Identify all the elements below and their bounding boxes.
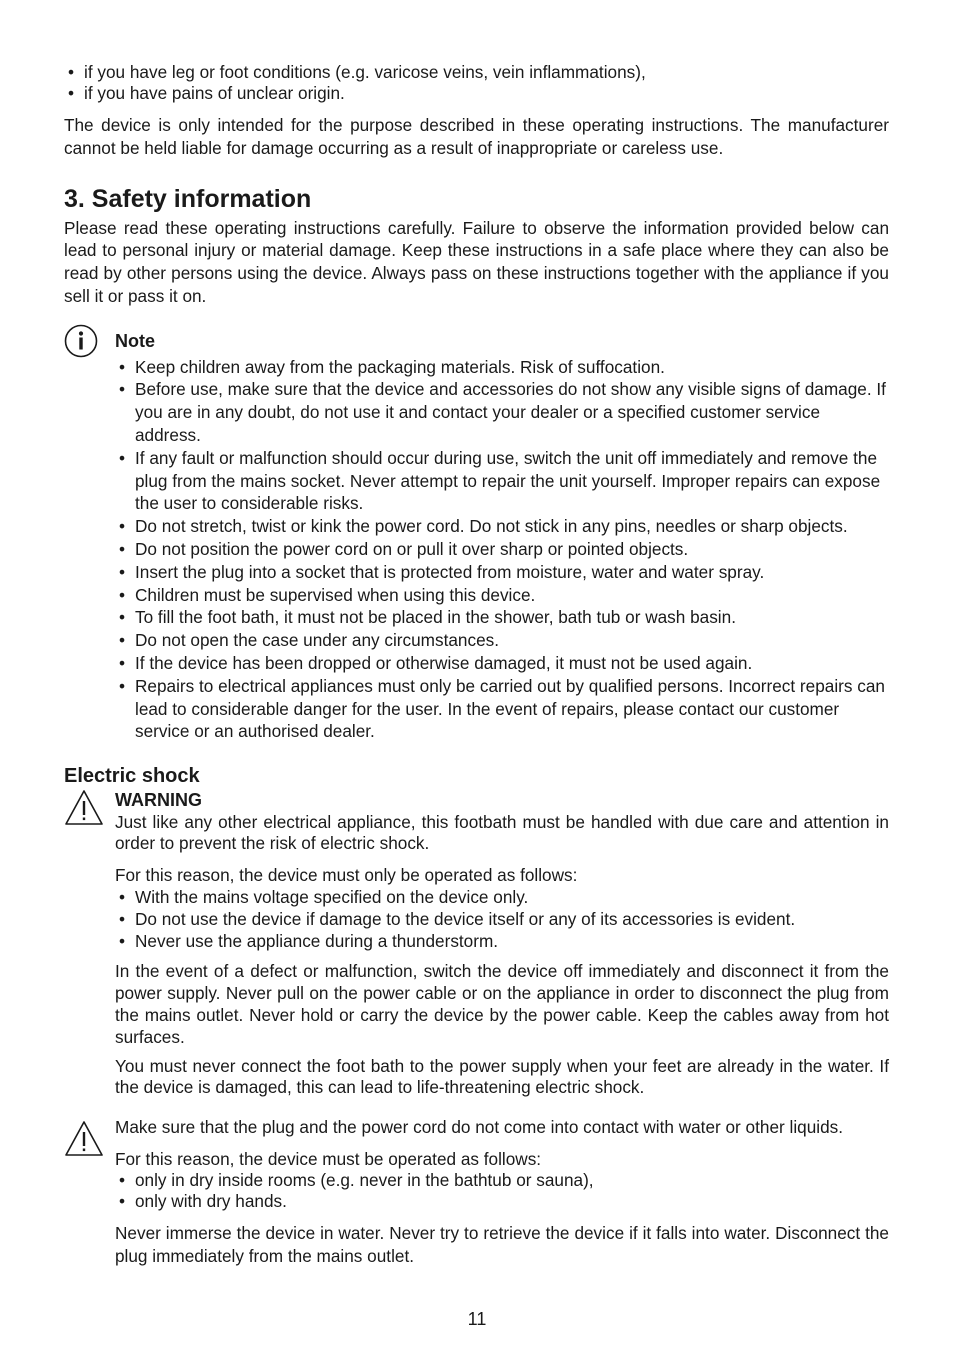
warning-triangle-icon <box>64 789 104 833</box>
list-item: • Do not use the device if damage to the device itself or any of its accessories is evident. <box>115 908 889 930</box>
info-icon <box>64 324 104 364</box>
warning-block <box>64 789 889 1098</box>
list-item: • Never use the appliance during a thunderstorm. <box>115 930 889 952</box>
page-number: 11 <box>467 1309 487 1329</box>
electric-shock-title: Electric shock <box>64 765 200 788</box>
warning-paragraph: You must never connect the foot bath to the power supply when your feet are already in the water. If the device is damaged, this can lead to life-threatening electric shock. <box>115 1055 889 1097</box>
warning-bullet-list <box>115 886 889 952</box>
intro-paragraph: The device is only intended for the purpose described in these operating instructions. The manufacturer cannot be held liable for damage occurring as a result of inappropriate or careless use. <box>64 115 889 158</box>
warning-paragraph: For this reason, the device must only be operated as follows: <box>115 864 578 885</box>
list-item: • only with dry hands. <box>115 1191 889 1212</box>
warning-bullet-list <box>115 1170 889 1212</box>
intro-bullet-list <box>64 62 889 104</box>
list-item: • With the mains voltage specified on the device only. <box>115 886 889 908</box>
warning-triangle-icon <box>64 1120 104 1164</box>
list-item: • Do not stretch, twist or kink the power cord. Do not stick in any pins, needles or sharp objects. <box>115 515 889 538</box>
list-item: • Children must be supervised when using this device. <box>115 584 889 607</box>
warning-paragraph: In the event of a defect or malfunction, switch the device off immediately and disconnect it from the power supply. Never pull on the power cable or on the appliance in order to disconnect the plug from the mains outlet. Never hold or carry the device by the power cable. Keep the cables away from hot surfaces. <box>115 960 889 1047</box>
list-item: • If the device has been dropped or otherwise damaged, it must not be used again. <box>115 652 889 675</box>
list-item: • Insert the plug into a socket that is protected from moisture, water and water spray. <box>115 561 889 584</box>
note-block <box>64 330 889 743</box>
list-item: • If any fault or malfunction should occur during use, switch the unit off immediately and remove the plug from the mains socket. Never attempt to repair the unit yourself. Improper repairs can expose the user to considerable risks. <box>115 447 889 515</box>
list-item: • only in dry inside rooms (e.g. never in the bathtub or sauna), <box>115 1170 889 1191</box>
section-title: 3. Safety information <box>64 184 312 213</box>
warning-paragraph: For this reason, the device must be operated as follows: <box>115 1148 542 1169</box>
warning-paragraph: Never immerse the device in water. Never try to retrieve the device if it falls into water. Disconnect the plug immediately from the mains outlet. <box>115 1222 889 1266</box>
list-item: • Before use, make sure that the device and accessories do not show any visible signs of damage. If you are in any doubt, do not use it and contact your dealer or a specified customer service address. <box>115 378 889 446</box>
list-item: • Do not open the case under any circumstances. <box>115 629 889 652</box>
list-item: • Keep children away from the packaging materials. Risk of suffocation. <box>115 356 889 379</box>
warning-paragraph: Make sure that the plug and the power cord do not come into contact with water or other liquids. <box>115 1116 844 1137</box>
list-item: • Do not position the power cord on or pull it over sharp or pointed objects. <box>115 538 889 561</box>
section-intro-paragraph: Please read these operating instructions carefully. Failure to observe the information provided below can lead to personal injury or material damage. Keep these instructions in a safe place where they can also be read by other persons using the device. Always pass on these instructions together with the appliance if you sell it or pass it on. <box>64 217 889 306</box>
document-page <box>64 62 889 1267</box>
list-item: • if you have pains of unclear origin. <box>64 83 889 104</box>
warning-paragraph: Just like any other electrical appliance, this footbath must be handled with due care and attention in order to prevent the risk of electric shock. <box>115 811 889 853</box>
list-item: • Repairs to electrical appliances must only be carried out by qualified persons. Incorrect repairs can lead to considerable danger for the user. In the event of repairs, please contact our customer service or an authorised dealer. <box>115 675 889 743</box>
warning-title: WARNING <box>115 790 202 811</box>
list-item: • if you have leg or foot conditions (e.g. varicose veins, vein inflammations), <box>64 62 889 83</box>
warning-block-2 <box>64 1116 889 1267</box>
note-title: Note <box>115 330 155 351</box>
list-item: • To fill the foot bath, it must not be placed in the shower, bath tub or wash basin. <box>115 606 889 629</box>
note-bullet-list <box>115 356 889 744</box>
